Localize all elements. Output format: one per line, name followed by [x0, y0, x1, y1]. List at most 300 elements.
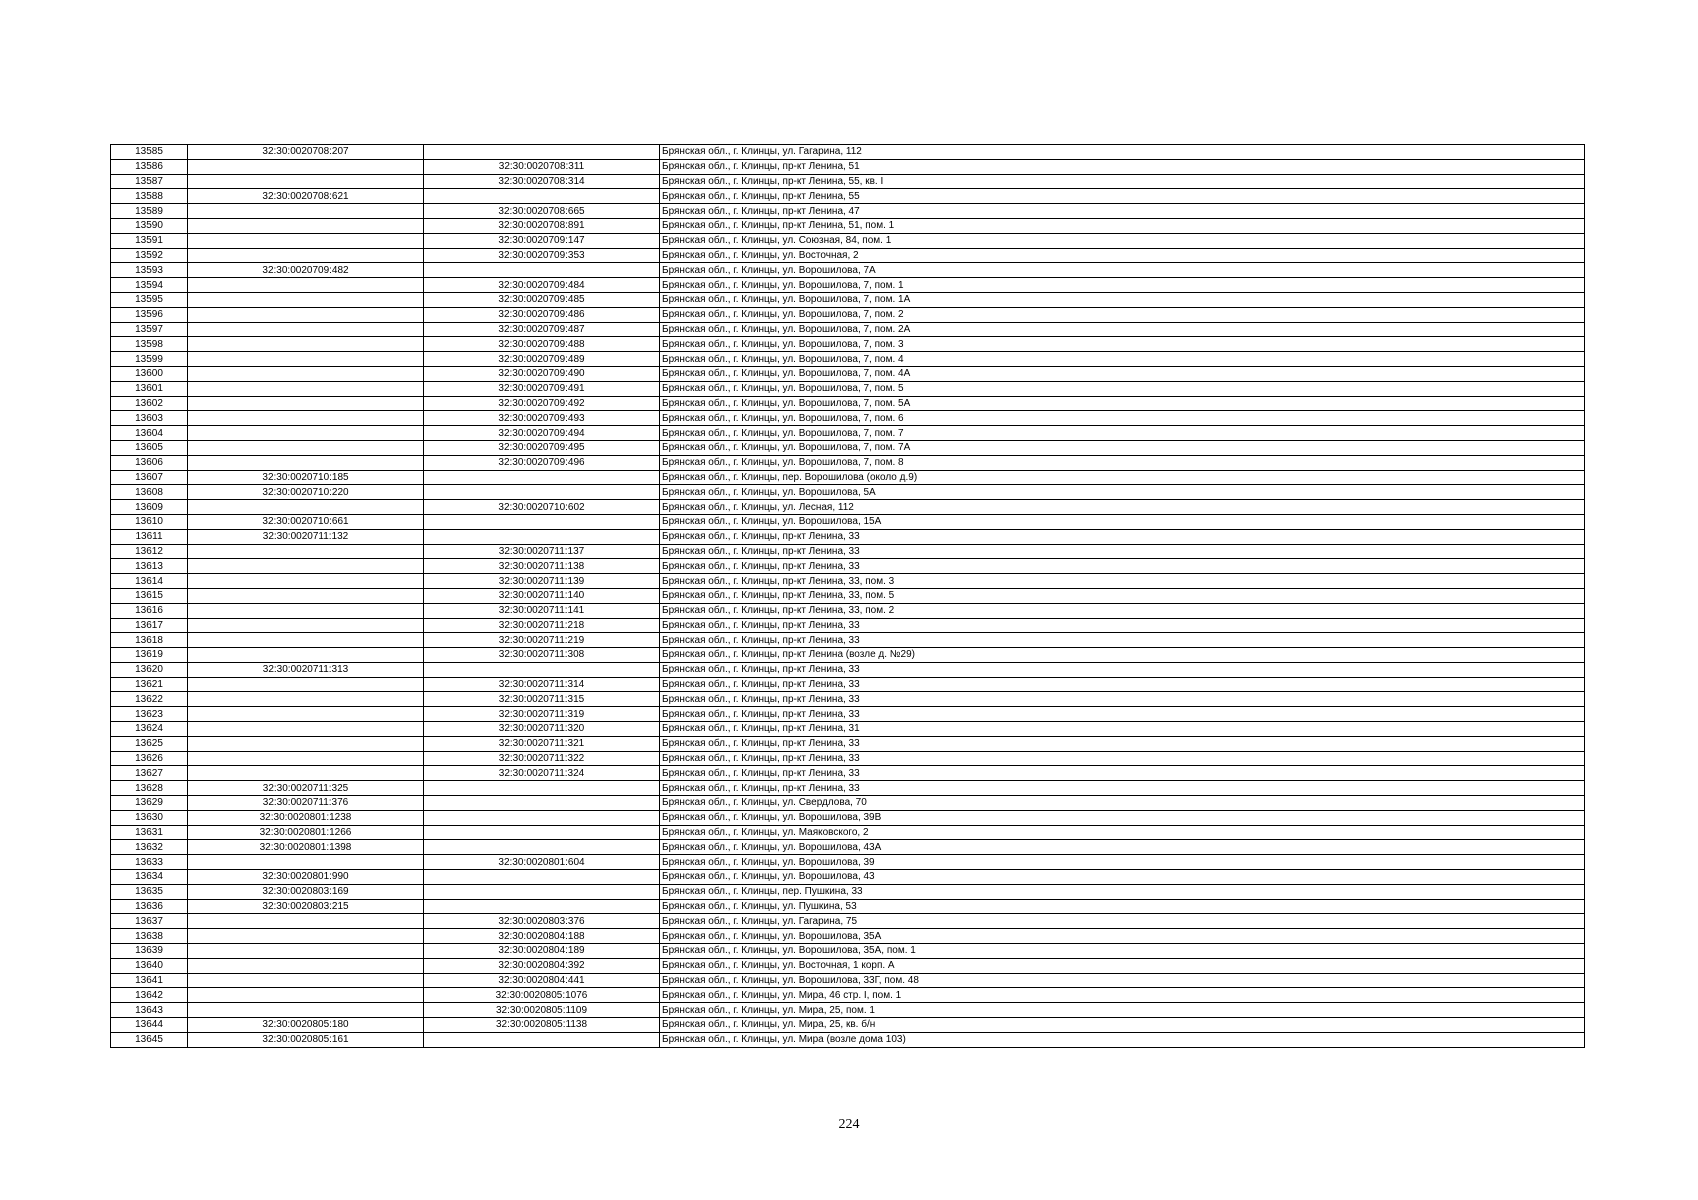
address-cell: Брянская обл., г. Клинцы, ул. Мира, 25, кв. б/н [660, 1018, 1585, 1033]
land-cadastral-number-cell [188, 855, 424, 870]
land-cadastral-number-cell [188, 973, 424, 988]
row-number-cell: 13596 [111, 307, 188, 322]
object-cadastral-number-cell: 32:30:0020709:484 [424, 278, 660, 293]
object-cadastral-number-cell [424, 145, 660, 160]
row-number-cell: 13603 [111, 411, 188, 426]
land-cadastral-number-cell: 32:30:0020803:215 [188, 899, 424, 914]
address-cell: Брянская обл., г. Клинцы, пр-кт Ленина, 33 [660, 736, 1585, 751]
land-cadastral-number-cell: 32:30:0020710:661 [188, 514, 424, 529]
address-cell: Брянская обл., г. Клинцы, ул. Ворошилова, 7, пом. 8 [660, 455, 1585, 470]
object-cadastral-number-cell: 32:30:0020804:441 [424, 973, 660, 988]
table-row [111, 189, 1585, 204]
table-row [111, 322, 1585, 337]
land-cadastral-number-cell: 32:30:0020805:180 [188, 1018, 424, 1033]
object-cadastral-number-cell: 32:30:0020708:311 [424, 159, 660, 174]
address-cell: Брянская обл., г. Клинцы, пр-кт Ленина, 33 [660, 662, 1585, 677]
object-cadastral-number-cell: 32:30:0020711:320 [424, 722, 660, 737]
land-cadastral-number-cell [188, 751, 424, 766]
object-cadastral-number-cell: 32:30:0020711:308 [424, 648, 660, 663]
land-cadastral-number-cell [188, 766, 424, 781]
table-row [111, 337, 1585, 352]
row-number-cell: 13640 [111, 958, 188, 973]
row-number-cell: 13629 [111, 796, 188, 811]
table-row [111, 618, 1585, 633]
object-cadastral-number-cell [424, 263, 660, 278]
table-row [111, 292, 1585, 307]
address-cell: Брянская обл., г. Клинцы, пр-кт Ленина, 33 [660, 633, 1585, 648]
land-cadastral-number-cell: 32:30:0020801:1266 [188, 825, 424, 840]
land-cadastral-number-cell [188, 218, 424, 233]
table-row [111, 278, 1585, 293]
land-cadastral-number-cell [188, 618, 424, 633]
object-cadastral-number-cell: 32:30:0020709:488 [424, 337, 660, 352]
address-cell: Брянская обл., г. Клинцы, ул. Ворошилова, 7, пом. 4 [660, 352, 1585, 367]
object-cadastral-number-cell [424, 470, 660, 485]
land-cadastral-number-cell: 32:30:0020803:169 [188, 884, 424, 899]
row-number-cell: 13637 [111, 914, 188, 929]
table-row [111, 603, 1585, 618]
land-cadastral-number-cell [188, 411, 424, 426]
row-number-cell: 13635 [111, 884, 188, 899]
object-cadastral-number-cell: 32:30:0020711:139 [424, 574, 660, 589]
row-number-cell: 13610 [111, 514, 188, 529]
table-row [111, 204, 1585, 219]
object-cadastral-number-cell: 32:30:0020805:1076 [424, 988, 660, 1003]
land-cadastral-number-cell: 32:30:0020710:185 [188, 470, 424, 485]
address-cell: Брянская обл., г. Клинцы, пр-кт Ленина, 55 [660, 189, 1585, 204]
land-cadastral-number-cell [188, 914, 424, 929]
land-cadastral-number-cell [188, 677, 424, 692]
object-cadastral-number-cell: 32:30:0020801:604 [424, 855, 660, 870]
row-number-cell: 13643 [111, 1003, 188, 1018]
land-cadastral-number-cell [188, 574, 424, 589]
address-cell: Брянская обл., г. Клинцы, ул. Ворошилова, 5А [660, 485, 1585, 500]
table-row [111, 588, 1585, 603]
table-row [111, 1003, 1585, 1018]
land-cadastral-number-cell [188, 396, 424, 411]
address-cell: Брянская обл., г. Клинцы, ул. Маяковского, 2 [660, 825, 1585, 840]
object-cadastral-number-cell: 32:30:0020804:189 [424, 944, 660, 959]
address-cell: Брянская обл., г. Клинцы, ул. Мира, 46 стр. I, пом. 1 [660, 988, 1585, 1003]
object-cadastral-number-cell [424, 781, 660, 796]
row-number-cell: 13636 [111, 899, 188, 914]
address-cell: Брянская обл., г. Клинцы, пр-кт Ленина, 47 [660, 204, 1585, 219]
table-row [111, 648, 1585, 663]
object-cadastral-number-cell: 32:30:0020710:602 [424, 500, 660, 515]
table-row [111, 958, 1585, 973]
table-row [111, 810, 1585, 825]
table-row [111, 440, 1585, 455]
address-cell: Брянская обл., г. Клинцы, пр-кт Ленина, 33 [660, 751, 1585, 766]
land-cadastral-number-cell [188, 692, 424, 707]
row-number-cell: 13630 [111, 810, 188, 825]
table-row [111, 870, 1585, 885]
row-number-cell: 13612 [111, 544, 188, 559]
row-number-cell: 13623 [111, 707, 188, 722]
row-number-cell: 13621 [111, 677, 188, 692]
land-cadastral-number-cell: 32:30:0020805:161 [188, 1032, 424, 1047]
land-cadastral-number-cell [188, 278, 424, 293]
table-row [111, 988, 1585, 1003]
object-cadastral-number-cell: 32:30:0020709:494 [424, 426, 660, 441]
land-cadastral-number-cell [188, 1003, 424, 1018]
address-cell: Брянская обл., г. Клинцы, ул. Ворошилова, 35А [660, 929, 1585, 944]
object-cadastral-number-cell [424, 796, 660, 811]
row-number-cell: 13616 [111, 603, 188, 618]
land-cadastral-number-cell: 32:30:0020801:990 [188, 870, 424, 885]
table-body [111, 145, 1585, 1048]
object-cadastral-number-cell [424, 514, 660, 529]
address-cell: Брянская обл., г. Клинцы, пер. Ворошилова (около д.9) [660, 470, 1585, 485]
row-number-cell: 13589 [111, 204, 188, 219]
address-cell: Брянская обл., г. Клинцы, ул. Ворошилова, 7, пом. 5 [660, 381, 1585, 396]
row-number-cell: 13587 [111, 174, 188, 189]
table-row [111, 692, 1585, 707]
land-cadastral-number-cell: 32:30:0020801:1238 [188, 810, 424, 825]
table-row [111, 396, 1585, 411]
land-cadastral-number-cell [188, 426, 424, 441]
address-cell: Брянская обл., г. Клинцы, ул. Ворошилова, 7, пом. 6 [660, 411, 1585, 426]
address-cell: Брянская обл., г. Клинцы, ул. Ворошилова, 7, пом. 5А [660, 396, 1585, 411]
address-cell: Брянская обл., г. Клинцы, ул. Ворошилова, 33Г, пом. 48 [660, 973, 1585, 988]
row-number-cell: 13588 [111, 189, 188, 204]
table-row [111, 485, 1585, 500]
row-number-cell: 13632 [111, 840, 188, 855]
object-cadastral-number-cell: 32:30:0020708:665 [424, 204, 660, 219]
row-number-cell: 13606 [111, 455, 188, 470]
object-cadastral-number-cell: 32:30:0020709:496 [424, 455, 660, 470]
object-cadastral-number-cell: 32:30:0020709:487 [424, 322, 660, 337]
object-cadastral-number-cell [424, 1032, 660, 1047]
object-cadastral-number-cell: 32:30:0020711:314 [424, 677, 660, 692]
object-cadastral-number-cell: 32:30:0020709:486 [424, 307, 660, 322]
row-number-cell: 13604 [111, 426, 188, 441]
land-cadastral-number-cell [188, 455, 424, 470]
land-cadastral-number-cell [188, 559, 424, 574]
table-row [111, 352, 1585, 367]
land-cadastral-number-cell [188, 204, 424, 219]
object-cadastral-number-cell: 32:30:0020805:1138 [424, 1018, 660, 1033]
object-cadastral-number-cell: 32:30:0020711:219 [424, 633, 660, 648]
object-cadastral-number-cell [424, 840, 660, 855]
table-row [111, 218, 1585, 233]
object-cadastral-number-cell: 32:30:0020709:147 [424, 233, 660, 248]
table-row [111, 544, 1585, 559]
table-row [111, 455, 1585, 470]
land-cadastral-number-cell: 32:30:0020709:482 [188, 263, 424, 278]
table-row [111, 1032, 1585, 1047]
address-cell: Брянская обл., г. Клинцы, ул. Ворошилова, 7, пом. 2 [660, 307, 1585, 322]
table-row [111, 248, 1585, 263]
row-number-cell: 13597 [111, 322, 188, 337]
row-number-cell: 13634 [111, 870, 188, 885]
address-cell: Брянская обл., г. Клинцы, ул. Пушкина, 53 [660, 899, 1585, 914]
object-cadastral-number-cell: 32:30:0020805:1109 [424, 1003, 660, 1018]
address-cell: Брянская обл., г. Клинцы, ул. Ворошилова, 15А [660, 514, 1585, 529]
address-cell: Брянская обл., г. Клинцы, пр-кт Ленина (возле д. №29) [660, 648, 1585, 663]
address-cell: Брянская обл., г. Клинцы, ул. Ворошилова, 39В [660, 810, 1585, 825]
land-cadastral-number-cell [188, 929, 424, 944]
row-number-cell: 13590 [111, 218, 188, 233]
address-cell: Брянская обл., г. Клинцы, ул. Ворошилова, 7, пом. 7 [660, 426, 1585, 441]
address-cell: Брянская обл., г. Клинцы, ул. Мира (возле дома 103) [660, 1032, 1585, 1047]
land-cadastral-number-cell: 32:30:0020708:621 [188, 189, 424, 204]
land-cadastral-number-cell [188, 381, 424, 396]
row-number-cell: 13627 [111, 766, 188, 781]
table-row [111, 411, 1585, 426]
object-cadastral-number-cell: 32:30:0020709:490 [424, 366, 660, 381]
address-cell: Брянская обл., г. Клинцы, ул. Ворошилова, 7А [660, 263, 1585, 278]
row-number-cell: 13599 [111, 352, 188, 367]
land-cadastral-number-cell [188, 337, 424, 352]
row-number-cell: 13620 [111, 662, 188, 677]
address-cell: Брянская обл., г. Клинцы, ул. Ворошилова, 7, пом. 2А [660, 322, 1585, 337]
land-cadastral-number-cell [188, 248, 424, 263]
address-cell: Брянская обл., г. Клинцы, пр-кт Ленина, 33, пом. 3 [660, 574, 1585, 589]
address-cell: Брянская обл., г. Клинцы, пр-кт Ленина, 33 [660, 692, 1585, 707]
address-cell: Брянская обл., г. Клинцы, ул. Ворошилова, 7, пом. 1 [660, 278, 1585, 293]
row-number-cell: 13642 [111, 988, 188, 1003]
land-cadastral-number-cell [188, 307, 424, 322]
row-number-cell: 13613 [111, 559, 188, 574]
row-number-cell: 13600 [111, 366, 188, 381]
table-row [111, 159, 1585, 174]
row-number-cell: 13601 [111, 381, 188, 396]
object-cadastral-number-cell: 32:30:0020711:218 [424, 618, 660, 633]
object-cadastral-number-cell [424, 899, 660, 914]
object-cadastral-number-cell [424, 662, 660, 677]
table-row [111, 263, 1585, 278]
table-row [111, 840, 1585, 855]
object-cadastral-number-cell: 32:30:0020711:322 [424, 751, 660, 766]
land-cadastral-number-cell [188, 707, 424, 722]
land-cadastral-number-cell [188, 722, 424, 737]
object-cadastral-number-cell: 32:30:0020711:138 [424, 559, 660, 574]
row-number-cell: 13614 [111, 574, 188, 589]
row-number-cell: 13595 [111, 292, 188, 307]
table-row [111, 899, 1585, 914]
table-row [111, 470, 1585, 485]
row-number-cell: 13628 [111, 781, 188, 796]
address-cell: Брянская обл., г. Клинцы, ул. Ворошилова, 7, пом. 4А [660, 366, 1585, 381]
table-row [111, 662, 1585, 677]
address-cell: Брянская обл., г. Клинцы, ул. Ворошилова, 7, пом. 7А [660, 440, 1585, 455]
address-cell: Брянская обл., г. Клинцы, пер. Пушкина, 33 [660, 884, 1585, 899]
row-number-cell: 13592 [111, 248, 188, 263]
row-number-cell: 13633 [111, 855, 188, 870]
land-cadastral-number-cell: 32:30:0020711:325 [188, 781, 424, 796]
table-row [111, 855, 1585, 870]
land-cadastral-number-cell [188, 174, 424, 189]
table-row [111, 426, 1585, 441]
table-row [111, 233, 1585, 248]
address-cell: Брянская обл., г. Клинцы, ул. Ворошилова, 7, пом. 3 [660, 337, 1585, 352]
address-cell: Брянская обл., г. Клинцы, ул. Гагарина, 112 [660, 145, 1585, 160]
row-number-cell: 13617 [111, 618, 188, 633]
table-row [111, 707, 1585, 722]
object-cadastral-number-cell: 32:30:0020708:314 [424, 174, 660, 189]
address-cell: Брянская обл., г. Клинцы, пр-кт Ленина, 33, пом. 5 [660, 588, 1585, 603]
address-cell: Брянская обл., г. Клинцы, ул. Ворошилова, 43А [660, 840, 1585, 855]
table-row [111, 307, 1585, 322]
row-number-cell: 13607 [111, 470, 188, 485]
table-row [111, 366, 1585, 381]
object-cadastral-number-cell: 32:30:0020711:324 [424, 766, 660, 781]
table-row [111, 722, 1585, 737]
address-cell: Брянская обл., г. Клинцы, пр-кт Ленина, 33 [660, 677, 1585, 692]
row-number-cell: 13586 [111, 159, 188, 174]
land-cadastral-number-cell [188, 366, 424, 381]
row-number-cell: 13608 [111, 485, 188, 500]
land-cadastral-number-cell [188, 603, 424, 618]
row-number-cell: 13645 [111, 1032, 188, 1047]
address-cell: Брянская обл., г. Клинцы, ул. Ворошилова, 43 [660, 870, 1585, 885]
row-number-cell: 13615 [111, 588, 188, 603]
land-cadastral-number-cell [188, 159, 424, 174]
address-cell: Брянская обл., г. Клинцы, ул. Восточная, 1 корп. А [660, 958, 1585, 973]
row-number-cell: 13639 [111, 944, 188, 959]
address-cell: Брянская обл., г. Клинцы, пр-кт Ленина, 55, кв. I [660, 174, 1585, 189]
table-row [111, 381, 1585, 396]
row-number-cell: 13594 [111, 278, 188, 293]
land-cadastral-number-cell [188, 736, 424, 751]
land-cadastral-number-cell [188, 500, 424, 515]
row-number-cell: 13619 [111, 648, 188, 663]
object-cadastral-number-cell [424, 529, 660, 544]
land-cadastral-number-cell [188, 322, 424, 337]
address-cell: Брянская обл., г. Клинцы, пр-кт Ленина, 33 [660, 559, 1585, 574]
object-cadastral-number-cell: 32:30:0020709:491 [424, 381, 660, 396]
table-row [111, 781, 1585, 796]
row-number-cell: 13585 [111, 145, 188, 160]
row-number-cell: 13622 [111, 692, 188, 707]
object-cadastral-number-cell: 32:30:0020709:493 [424, 411, 660, 426]
row-number-cell: 13626 [111, 751, 188, 766]
object-cadastral-number-cell: 32:30:0020804:392 [424, 958, 660, 973]
table-row [111, 500, 1585, 515]
land-cadastral-number-cell: 32:30:0020711:313 [188, 662, 424, 677]
land-cadastral-number-cell [188, 292, 424, 307]
land-cadastral-number-cell [188, 233, 424, 248]
address-cell: Брянская обл., г. Клинцы, ул. Лесная, 112 [660, 500, 1585, 515]
address-cell: Брянская обл., г. Клинцы, ул. Восточная, 2 [660, 248, 1585, 263]
land-cadastral-number-cell [188, 944, 424, 959]
row-number-cell: 13625 [111, 736, 188, 751]
object-cadastral-number-cell: 32:30:0020711:319 [424, 707, 660, 722]
object-cadastral-number-cell: 32:30:0020711:321 [424, 736, 660, 751]
table-row [111, 825, 1585, 840]
row-number-cell: 13605 [111, 440, 188, 455]
table-row [111, 929, 1585, 944]
object-cadastral-number-cell: 32:30:0020804:188 [424, 929, 660, 944]
row-number-cell: 13618 [111, 633, 188, 648]
address-cell: Брянская обл., г. Клинцы, пр-кт Ленина, 33, пом. 2 [660, 603, 1585, 618]
object-cadastral-number-cell: 32:30:0020709:495 [424, 440, 660, 455]
table-row [111, 944, 1585, 959]
address-cell: Брянская обл., г. Клинцы, ул. Союзная, 84, пом. 1 [660, 233, 1585, 248]
table-row [111, 677, 1585, 692]
table-row [111, 914, 1585, 929]
address-cell: Брянская обл., г. Клинцы, пр-кт Ленина, 33 [660, 781, 1585, 796]
address-cell: Брянская обл., г. Клинцы, ул. Мира, 25, пом. 1 [660, 1003, 1585, 1018]
table-row [111, 736, 1585, 751]
row-number-cell: 13591 [111, 233, 188, 248]
land-cadastral-number-cell [188, 352, 424, 367]
object-cadastral-number-cell [424, 870, 660, 885]
address-cell: Брянская обл., г. Клинцы, ул. Свердлова, 70 [660, 796, 1585, 811]
address-cell: Брянская обл., г. Клинцы, пр-кт Ленина, 31 [660, 722, 1585, 737]
object-cadastral-number-cell: 32:30:0020709:492 [424, 396, 660, 411]
object-cadastral-number-cell [424, 189, 660, 204]
land-cadastral-number-cell [188, 633, 424, 648]
table-row [111, 796, 1585, 811]
object-cadastral-number-cell: 32:30:0020803:376 [424, 914, 660, 929]
object-cadastral-number-cell [424, 825, 660, 840]
address-cell: Брянская обл., г. Клинцы, пр-кт Ленина, 33 [660, 544, 1585, 559]
land-cadastral-number-cell [188, 988, 424, 1003]
address-cell: Брянская обл., г. Клинцы, ул. Ворошилова, 7, пом. 1А [660, 292, 1585, 307]
land-cadastral-number-cell [188, 588, 424, 603]
table-row [111, 559, 1585, 574]
row-number-cell: 13602 [111, 396, 188, 411]
table-row [111, 574, 1585, 589]
object-cadastral-number-cell: 32:30:0020711:137 [424, 544, 660, 559]
row-number-cell: 13598 [111, 337, 188, 352]
table-row [111, 766, 1585, 781]
object-cadastral-number-cell: 32:30:0020708:891 [424, 218, 660, 233]
land-cadastral-number-cell: 32:30:0020711:376 [188, 796, 424, 811]
object-cadastral-number-cell: 32:30:0020711:315 [424, 692, 660, 707]
table-row [111, 529, 1585, 544]
address-cell: Брянская обл., г. Клинцы, ул. Ворошилова, 39 [660, 855, 1585, 870]
address-cell: Брянская обл., г. Клинцы, пр-кт Ленина, 51, пом. 1 [660, 218, 1585, 233]
row-number-cell: 13609 [111, 500, 188, 515]
land-cadastral-number-cell: 32:30:0020711:132 [188, 529, 424, 544]
land-cadastral-number-cell [188, 648, 424, 663]
row-number-cell: 13593 [111, 263, 188, 278]
table-row [111, 751, 1585, 766]
address-cell: Брянская обл., г. Клинцы, пр-кт Ленина, 51 [660, 159, 1585, 174]
object-cadastral-number-cell [424, 810, 660, 825]
table-row [111, 1018, 1585, 1033]
object-cadastral-number-cell: 32:30:0020709:489 [424, 352, 660, 367]
row-number-cell: 13624 [111, 722, 188, 737]
table-row [111, 633, 1585, 648]
object-cadastral-number-cell: 32:30:0020711:140 [424, 588, 660, 603]
object-cadastral-number-cell [424, 485, 660, 500]
address-cell: Брянская обл., г. Клинцы, пр-кт Ленина, 33 [660, 766, 1585, 781]
land-cadastral-number-cell [188, 544, 424, 559]
object-cadastral-number-cell: 32:30:0020709:485 [424, 292, 660, 307]
row-number-cell: 13644 [111, 1018, 188, 1033]
cadastral-register-table [110, 144, 1585, 1048]
table-row [111, 174, 1585, 189]
address-cell: Брянская обл., г. Клинцы, ул. Гагарина, 75 [660, 914, 1585, 929]
page-number: 224 [838, 1117, 860, 1132]
address-cell: Брянская обл., г. Клинцы, ул. Ворошилова, 35А, пом. 1 [660, 944, 1585, 959]
address-cell: Брянская обл., г. Клинцы, пр-кт Ленина, 33 [660, 618, 1585, 633]
row-number-cell: 13641 [111, 973, 188, 988]
object-cadastral-number-cell [424, 884, 660, 899]
table-row [111, 884, 1585, 899]
address-cell: Брянская обл., г. Клинцы, пр-кт Ленина, 33 [660, 529, 1585, 544]
land-cadastral-number-cell [188, 440, 424, 455]
object-cadastral-number-cell: 32:30:0020709:353 [424, 248, 660, 263]
address-cell: Брянская обл., г. Клинцы, пр-кт Ленина, 33 [660, 707, 1585, 722]
row-number-cell: 13631 [111, 825, 188, 840]
land-cadastral-number-cell: 32:30:0020801:1398 [188, 840, 424, 855]
object-cadastral-number-cell: 32:30:0020711:141 [424, 603, 660, 618]
